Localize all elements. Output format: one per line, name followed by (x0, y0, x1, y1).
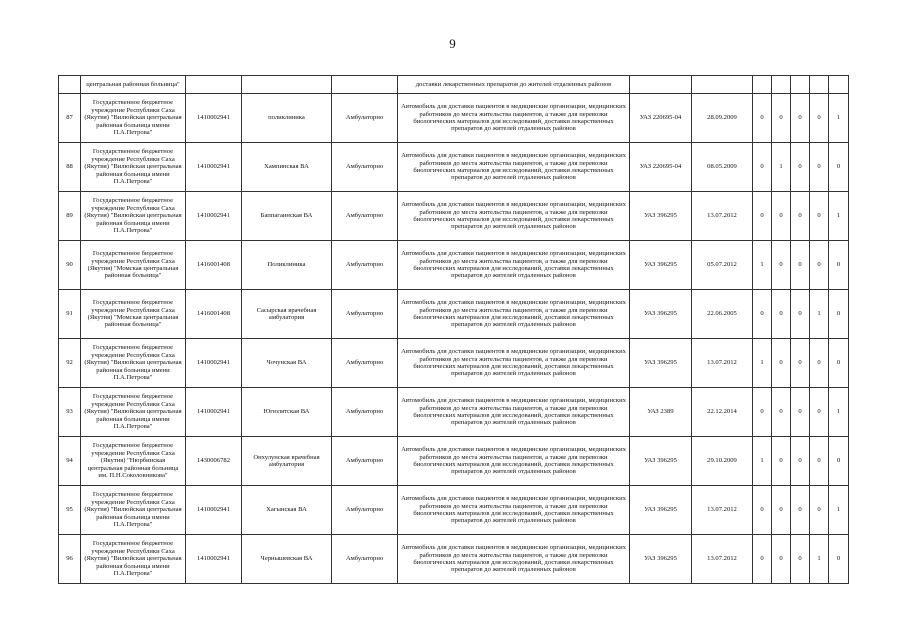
continuation-row (59, 76, 849, 94)
page-number: 9 (449, 36, 456, 51)
date-cell: 13.07.2012 (692, 486, 753, 535)
inn-cell: 1410002941 (186, 339, 242, 388)
date-cell: 13.07.2012 (692, 535, 753, 584)
date-cell: 13.07.2012 (692, 339, 753, 388)
organization-cell: Государственное бюджетное учреждение Республики Саха (Якутия) "Вилюйская центральная районная больница имени П.А.Петрова" (81, 143, 186, 192)
count-cell-1: 0 (753, 388, 772, 437)
inn-cell: 1430006782 (186, 437, 242, 486)
count-cell-4: 1 (810, 290, 829, 339)
inn-cell: 1410002941 (186, 192, 242, 241)
count-cell-3: 0 (791, 535, 810, 584)
count-cell-3: 0 (791, 241, 810, 290)
row-number-cell: 92 (59, 339, 81, 388)
purpose-cell: Автомобиль для доставки пациентов в медицинские организации, медицинских работников до места жительства пациентов, а также для перевозки биологических материалов для исследований, доставки лекарственных препаратов до жителей отдаленных районов (398, 290, 630, 339)
count-cell-5: 1 (829, 388, 849, 437)
count-cell-1: 0 (753, 192, 772, 241)
count-cell-1: 0 (753, 290, 772, 339)
care-type-cell: Амбулаторно (332, 339, 398, 388)
count-cell-5: 0 (829, 241, 849, 290)
vehicle-model-cell: УАЗ 396295 (630, 486, 692, 535)
organization-cell: Государственное бюджетное учреждение Республики Саха (Якутия) "Вилюйская центральная районная больница имени П.А.Петрова" (81, 388, 186, 437)
row-number-cell: 87 (59, 94, 81, 143)
count-cell-3: 0 (791, 192, 810, 241)
date-cell: 05.07.2012 (692, 241, 753, 290)
count-cell-1: 1 (753, 241, 772, 290)
inn-cell: 1410002941 (186, 535, 242, 584)
vehicle-model-cell: УАЗ 220695-04 (630, 94, 692, 143)
unit-cell: Сасырская врачебная амбулатория (242, 290, 332, 339)
purpose-cell: Автомобиль для доставки пациентов в медицинские организации, медицинских работников до места жительства пациентов, а также для перевозки биологических материалов для исследований, доставки лекарственных препаратов до жителей отдаленных районов (398, 143, 630, 192)
vehicle-model-cell: УАЗ 396295 (630, 535, 692, 584)
unit-cell: Югюлятская ВА (242, 388, 332, 437)
table-row (59, 535, 849, 584)
count-cell-5: 1 (829, 192, 849, 241)
table-row (59, 339, 849, 388)
count-cell-5: 0 (829, 339, 849, 388)
row-number-cell: 88 (59, 143, 81, 192)
vehicle-model-cell: УАЗ 396295 (630, 192, 692, 241)
count-cell-4: 0 (810, 143, 829, 192)
count-cell-2: 0 (772, 437, 791, 486)
purpose-cell: Автомобиль для доставки пациентов в медицинские организации, медицинских работников до места жительства пациентов, а также для перевозки биологических материалов для исследований, доставки лекарственных препаратов до жителей отдаленных районов (398, 94, 630, 143)
count-cell-4: 0 (810, 437, 829, 486)
count-cell-2: 0 (772, 339, 791, 388)
continuation-purpose-cell: доставки лекарственных препаратов до жителей отдаленных районов (398, 76, 630, 94)
unit-cell: Хампинская ВА (242, 143, 332, 192)
care-type-cell: Амбулаторно (332, 486, 398, 535)
count-cell-4: 0 (810, 192, 829, 241)
date-cell: 13.07.2012 (692, 192, 753, 241)
organization-cell: Государственное бюджетное учреждение Республики Саха (Якутия) "Момская центральная районная больница" (81, 241, 186, 290)
organization-cell: Государственное бюджетное учреждение Республики Саха (Якутия) "Вилюйская центральная районная больница имени П.А.Петрова" (81, 486, 186, 535)
care-type-cell: Амбулаторно (332, 241, 398, 290)
care-type-cell: Амбулаторно (332, 290, 398, 339)
purpose-cell: Автомобиль для доставки пациентов в медицинские организации, медицинских работников до места жительства пациентов, а также для перевозки биологических материалов для исследований, доставки лекарственных препаратов до жителей отдаленных районов (398, 388, 630, 437)
date-cell: 22.06.2005 (692, 290, 753, 339)
vehicle-model-cell: УАЗ 396295 (630, 290, 692, 339)
row-number-cell: 95 (59, 486, 81, 535)
date-cell: 22.12.2014 (692, 388, 753, 437)
unit-cell: Поликлиника (242, 241, 332, 290)
unit-cell: Онхулунская врачебная амбулатория (242, 437, 332, 486)
row-number-cell: 94 (59, 437, 81, 486)
count-cell-5: 0 (829, 535, 849, 584)
unit-cell: Баппагаинская ВА (242, 192, 332, 241)
continuation-org-cell: центральная районная больница" (81, 76, 186, 94)
count-cell-3: 0 (791, 94, 810, 143)
purpose-cell: Автомобиль для доставки пациентов в медицинские организации, медицинских работников до места жительства пациентов, а также для перевозки биологических материалов для исследований, доставки лекарственных препаратов до жителей отдаленных районов (398, 339, 630, 388)
count-cell-4: 0 (810, 486, 829, 535)
count-cell-2: 0 (772, 94, 791, 143)
organization-cell: Государственное бюджетное учреждение Республики Саха (Якутия) "Момская центральная районная больница" (81, 290, 186, 339)
count-cell-2: 0 (772, 192, 791, 241)
inn-cell: 1410002941 (186, 486, 242, 535)
count-cell-2: 1 (772, 143, 791, 192)
care-type-cell: Амбулаторно (332, 535, 398, 584)
purpose-cell: Автомобиль для доставки пациентов в медицинские организации, медицинских работников до места жительства пациентов, а также для перевозки биологических материалов для исследований, доставки лекарственных препаратов до жителей отдаленных районов (398, 241, 630, 290)
count-cell-4: 1 (810, 535, 829, 584)
purpose-cell: Автомобиль для доставки пациентов в медицинские организации, медицинских работников до места жительства пациентов, а также для перевозки биологических материалов для исследований, доставки лекарственных препаратов до жителей отдаленных районов (398, 192, 630, 241)
table-body (59, 76, 849, 584)
table-row (59, 486, 849, 535)
count-cell-1: 1 (753, 437, 772, 486)
inn-cell: 1410002941 (186, 94, 242, 143)
table-row (59, 437, 849, 486)
unit-cell: Чочунская ВА (242, 339, 332, 388)
vehicle-model-cell: УАЗ 396295 (630, 339, 692, 388)
care-type-cell: Амбулаторно (332, 192, 398, 241)
care-type-cell: Амбулаторно (332, 94, 398, 143)
row-number-cell: 90 (59, 241, 81, 290)
count-cell-1: 0 (753, 535, 772, 584)
vehicle-model-cell: УАЗ 396295 (630, 241, 692, 290)
date-cell: 28.09.2009 (692, 94, 753, 143)
organization-cell: Государственное бюджетное учреждение Республики Саха (Якутия) "Вилюйская центральная районная больница имени П.А.Петрова" (81, 94, 186, 143)
unit-cell: Хагынская ВА (242, 486, 332, 535)
date-cell: 29.10.2009 (692, 437, 753, 486)
care-type-cell: Амбулаторно (332, 437, 398, 486)
count-cell-3: 0 (791, 437, 810, 486)
count-cell-4: 0 (810, 241, 829, 290)
inn-cell: 1410002941 (186, 143, 242, 192)
organization-cell: Государственное бюджетное учреждение Республики Саха (Якутия) "Вилюйская центральная районная больница имени П.А.Петрова" (81, 535, 186, 584)
organization-cell: Государственное бюджетное учреждение Республики Саха (Якутия) "Нюрбинская центральная районная больница им. П.Н.Соколовникова" (81, 437, 186, 486)
purpose-cell: Автомобиль для доставки пациентов в медицинские организации, медицинских работников до места жительства пациентов, а также для перевозки биологических материалов для исследований, доставки лекарственных препаратов до жителей отдаленных районов (398, 535, 630, 584)
unit-cell: поликлиника (242, 94, 332, 143)
count-cell-1: 0 (753, 486, 772, 535)
count-cell-5: 1 (829, 486, 849, 535)
row-number-cell: 93 (59, 388, 81, 437)
count-cell-3: 0 (791, 143, 810, 192)
care-type-cell: Амбулаторно (332, 388, 398, 437)
row-number-cell: 96 (59, 535, 81, 584)
count-cell-2: 0 (772, 486, 791, 535)
count-cell-2: 0 (772, 535, 791, 584)
date-cell: 08.05.2009 (692, 143, 753, 192)
count-cell-5: 0 (829, 437, 849, 486)
count-cell-1: 0 (753, 143, 772, 192)
care-type-cell: Амбулаторно (332, 143, 398, 192)
count-cell-2: 0 (772, 388, 791, 437)
unit-cell: Чернышевская ВА (242, 535, 332, 584)
count-cell-3: 0 (791, 290, 810, 339)
purpose-cell: Автомобиль для доставки пациентов в медицинские организации, медицинских работников до места жительства пациентов, а также для перевозки биологических материалов для исследований, доставки лекарственных препаратов до жителей отдаленных районов (398, 486, 630, 535)
inn-cell: 1416001408 (186, 290, 242, 339)
vehicle-model-cell: УАЗ 396295 (630, 437, 692, 486)
count-cell-4: 0 (810, 339, 829, 388)
count-cell-5: 0 (829, 290, 849, 339)
inn-cell: 1410002941 (186, 388, 242, 437)
table-row (59, 241, 849, 290)
vehicle-registry-table (58, 75, 849, 584)
table-row (59, 290, 849, 339)
count-cell-4: 0 (810, 388, 829, 437)
count-cell-1: 1 (753, 339, 772, 388)
count-cell-3: 0 (791, 486, 810, 535)
inn-cell: 1416001408 (186, 241, 242, 290)
table-row (59, 94, 849, 143)
table-row (59, 388, 849, 437)
organization-cell: Государственное бюджетное учреждение Республики Саха (Якутия) "Вилюйская центральная районная больница имени П.А.Петрова" (81, 192, 186, 241)
organization-cell: Государственное бюджетное учреждение Республики Саха (Якутия) "Вилюйская центральная районная больница имени П.А.Петрова" (81, 339, 186, 388)
count-cell-1: 0 (753, 94, 772, 143)
count-cell-3: 0 (791, 339, 810, 388)
count-cell-5: 0 (829, 143, 849, 192)
purpose-cell: Автомобиль для доставки пациентов в медицинские организации, медицинских работников до места жительства пациентов, а также для перевозки биологических материалов для исследований, доставки лекарственных препаратов до жителей отдаленных районов (398, 437, 630, 486)
row-number-cell: 91 (59, 290, 81, 339)
vehicle-model-cell: УАЗ 2389 (630, 388, 692, 437)
count-cell-4: 0 (810, 94, 829, 143)
count-cell-3: 0 (791, 388, 810, 437)
table-row (59, 143, 849, 192)
count-cell-5: 1 (829, 94, 849, 143)
count-cell-2: 0 (772, 241, 791, 290)
count-cell-2: 0 (772, 290, 791, 339)
vehicle-model-cell: УАЗ 220695-04 (630, 143, 692, 192)
table-row (59, 192, 849, 241)
row-number-cell: 89 (59, 192, 81, 241)
